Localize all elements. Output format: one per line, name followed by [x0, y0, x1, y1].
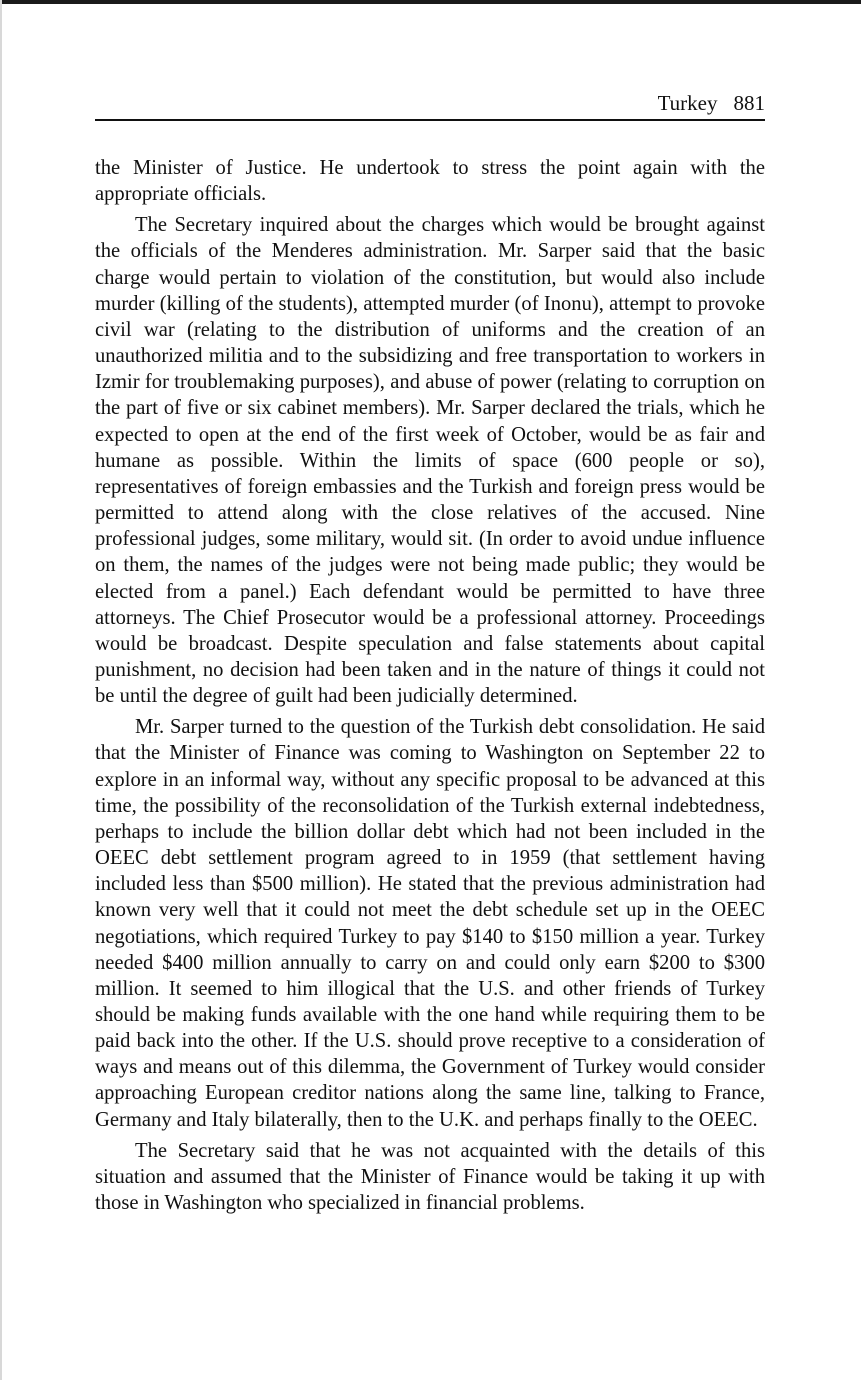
paragraph-continued: the Minister of Justice. He undertook to stress the point again with the appropriate officials. — [95, 157, 765, 206]
document-page — [95, 88, 765, 1221]
page-number: 881 — [733, 91, 765, 115]
paragraph-secretary-response: The Secretary said that he was not acquainted with the details of this situation and assumed that the Minister of Finance would be taking it up with those in Washington who specialized in financial problems. — [95, 1139, 765, 1215]
paragraph-charges: The Secretary inquired about the charges which would be brought against the officials of the Menderes administration. Mr. Sarper said that the basic charge would pertain to violation of the constitution, but would also include murder (killing of the students), attempted murder (of Inonu), attempt to provoke civil war (relating to the distribution of uniforms and the creation of an unauthorized militia and to the subsidizing and free transportation to workers in Izmir for troublemaking purposes), and abuse of power (relating to corruption on the part of five or six cabinet members). Mr. Sarper declared the trials, which he expected to open at the end of the first week of October, would be as fair and humane as possible. Within the limits of space (600 people or so), representatives of foreign embassies and the Turkish and foreign press would be permitted to attend along with the close relatives of the accused. Nine professional judges, some military, would sit. (In order to avoid undue influence on them, the names of the judges were not being made public; they would be elected from a panel.) Each defendant would be permitted to have three attorneys. The Chief Prosecutor would be a professional attorney. Proceedings would be broadcast. Despite speculation and false statements about capital punishment, no decision had been taken and in the nature of things it could not be until the degree of guilt had been judicially determined. — [95, 214, 765, 708]
scan-top-border — [0, 0, 861, 4]
paragraph-debt-consolidation: Mr. Sarper turned to the question of the Turkish debt consolidation. He said that the Minister of Finance was coming to Washington on September 22 to explore in an informal way, without any specific proposal to be advanced at this time, the possibility of the reconsolidation of the Turkish external indebtedness, perhaps to include the billion dollar debt which had not been included in the OEEC debt settlement program agreed to in 1959 (that settlement having included less than $500 million). He stated that the previous administration had known very well that it could not meet the debt schedule set up in the OEEC negotiations, which required Turkey to pay $140 to $150 million a year. Turkey needed $400 million annually to carry on and could only earn $200 to $300 million. It seemed to him illogical that the U.S. and other friends of Turkey should be making funds available with the one hand while requiring them to be paid back into the other. If the U.S. should prove receptive to a consideration of ways and means out of this dilemma, the Government of Turkey would consider approaching European creditor nations along the same line, talking to France, Germany and Italy bilaterally, then to the U.K. and perhaps finally to the OEEC. — [95, 716, 765, 1131]
scan-left-border — [0, 0, 2, 1380]
body-text — [95, 155, 765, 1216]
running-head-title: Turkey — [657, 91, 718, 115]
running-head — [95, 88, 765, 121]
